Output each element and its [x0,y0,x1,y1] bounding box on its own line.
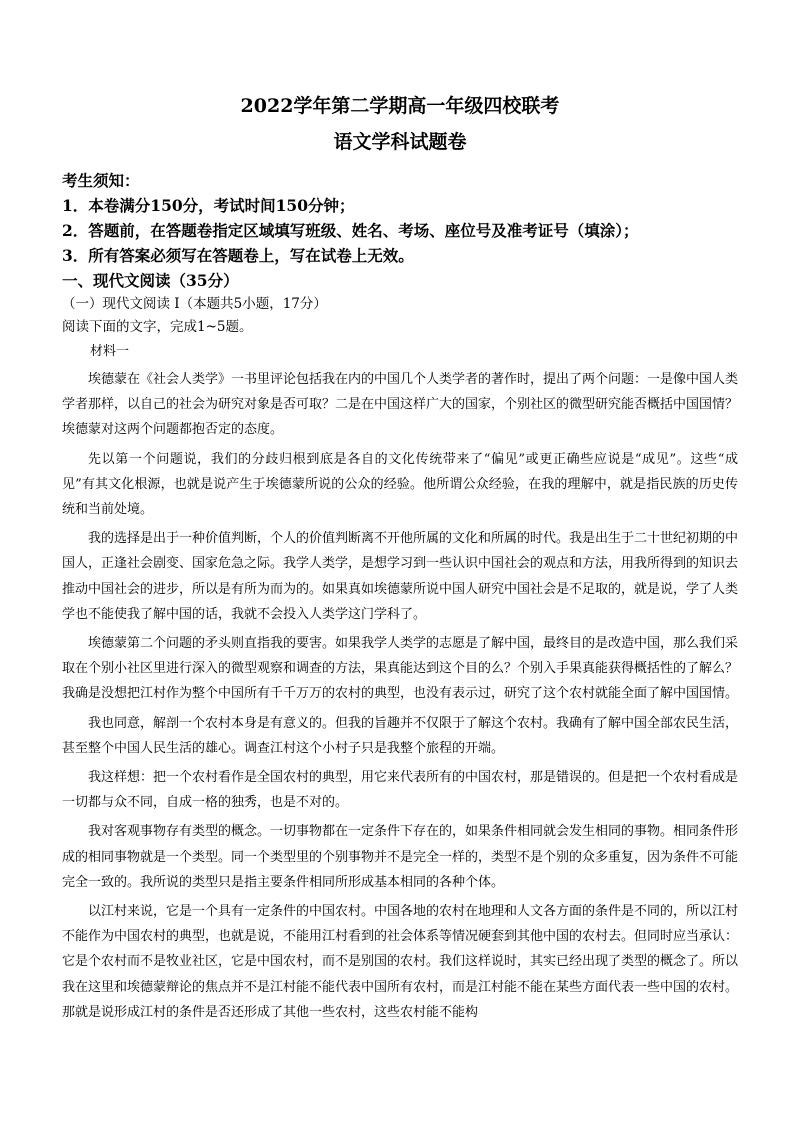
notice-item: 3．所有答案必须写在答题卷上，写在试卷上无效。 [62,246,414,265]
body-paragraph: 我对客观事物存有类型的概念。一切事物都在一定条件下存在的，如果条件相同就会发生相同的事物。相同条件形成的相同事物就是一个类型。同一个类型里的个别事物并不是完全一样的，类型不是个别的众多重复，因为条件不可能完全一致的。我所说的类型只是指主要条件相同所形成基本相同的各种个体。 [62,824,739,890]
notice-item: 1．本卷满分150分，考试时间150分钟； [62,196,355,215]
exam-subtitle: 语文学科试题卷 [333,131,467,153]
notice-item: 2．答题前，在答题卷指定区域填写班级、姓名、考场、座位号及准考证号（填涂）； [62,221,639,240]
reading-instruction: 阅读下面的文字，完成1~5题。 [62,319,253,335]
material-label: 材料一 [90,344,130,359]
section-heading: 一、现代文阅读（35分） [62,271,239,290]
body-paragraph: 我这样想：把一个农村看作是全国农村的典型，用它来代表所有的中国农村，那是错误的。但是把一个农村看成是一切都与众不同，自成一格的独秀，也是不对的。 [62,770,739,811]
candidate-notice [62,168,738,268]
exam-page [62,92,738,1025]
reading-section [62,268,738,1025]
notice-heading: 考生须知： [62,171,140,190]
body-paragraph: 埃德蒙第二个问题的矛头则直指我的要害。如果我学人类学的志愿是了解中国，最终目的是改造中国，那么我们采取在个别小社区里进行深入的微型观察和调查的方法，果真能达到这个目的么？个别入手果真能获得概括性的了解么？我确是没想把江村作为整个中国所有千千万万的农村的典型，也没有表示过，研究了这个农村就能全面了解中国国情。 [62,636,739,702]
body-paragraph: 埃德蒙在《社会人类学》一书里评论包括我在内的中国几个人类学者的著作时，提出了两个问题：一是像中国人类学者那样，以自己的社会为研究对象是否可取？二是在中国这样广大的国家，个别社区的微型研究能否概括中国国情？埃德蒙对这两个问题都抱否定的态度。 [62,372,739,438]
exam-title: 2022学年第二学期高一年级四校联考 [240,95,560,117]
body-paragraph: 先以第一个问题说，我们的分歧归根到底是各自的文化传统带来了“偏见”或更正确些应说是“成见”。这些“成见”有其文化根源，也就是说产生于埃德蒙所说的公众的经验。他所谓公众经验，在我的理解中，就是指民族的历史传统和当前处境。 [62,451,738,518]
body-paragraph: 我也同意，解剖一个农村本身是有意义的。但我的旨趣并不仅限于了解这个农村。我确有了解中国全部农民生活，甚至整个中国人民生活的雄心。调查江村这个小村子只是我整个旅程的开端。 [62,715,739,756]
subsection-heading: （一）现代文阅读 I（本题共5小题，17分） [62,296,327,312]
body-paragraph: 我的选择是出于一种价值判断，个人的价值判断离不开他所属的文化和所属的时代。我是出生于二十世纪初期的中国人，正逢社会剧变、国家危急之际。我学人类学，是想学习到一些认识中国社会的观点和方法，用我所得到的知识去推动中国社会的进步，所以是有所为而为的。如果真如埃德蒙所说中国人研究中国社会是不足取的，就是说，学了人类学也不能使我了解中国的话，我就不会投入人类学这门学科了。 [62,531,739,622]
body-paragraph: 以江村来说，它是一个具有一定条件的中国农村。中国各地的农村在地理和人文各方面的条件是不同的，所以江村不能作为中国农村的典型，也就是说，不能用江村看到的社会体系等情况硬套到其他中国的农村去。但同时应当承认：它是个农村而不是牧业社区，它是中国农村，而不是别国的农村。我们这样说时，其实已经出现了类型的概念了。所以我在这里和埃德蒙辩论的焦点并不是江村能不能代表中国所有农村，而是江村能不能在某些方面代表一些中国的农村。那就是说形成江村的条件是否还形成了其他一些农村，这些农村能不能构 [62,904,739,1020]
